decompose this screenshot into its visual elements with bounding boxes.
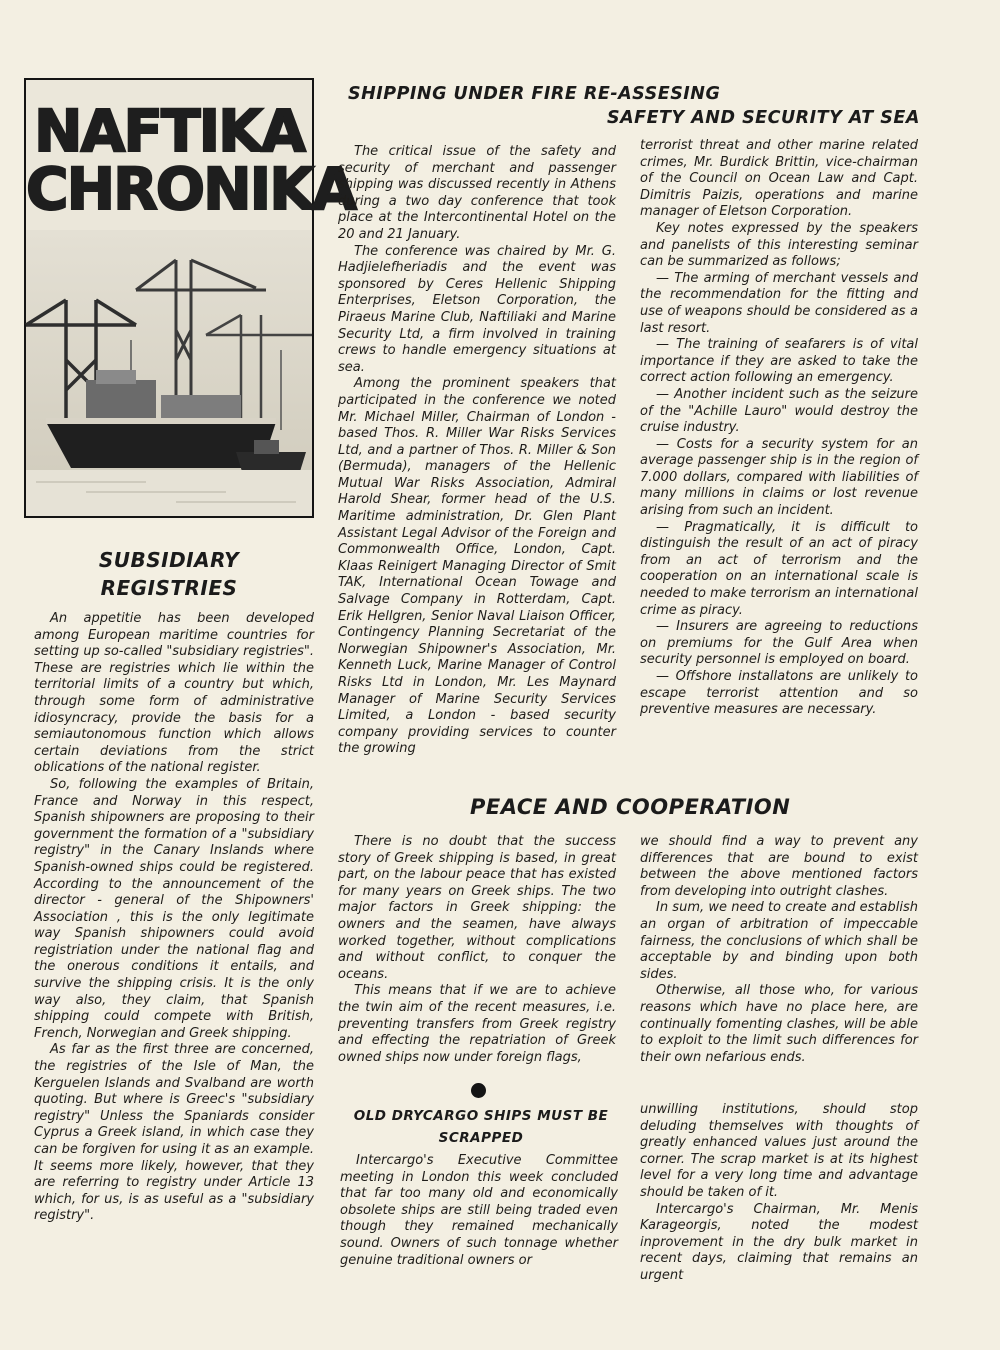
subsidiary-column	[34, 611, 314, 1225]
paragraph: — Insurers are agreeing to reductions on premiums for the Gulf Area when security personnel is employed on board.	[640, 619, 918, 668]
masthead-box	[24, 78, 356, 518]
peace-column-2	[640, 834, 918, 1066]
masthead-title-line1: NAFTIKA	[33, 97, 305, 165]
shipping-column-1	[338, 144, 616, 758]
peace-headline: PEACE AND COOPERATION	[470, 795, 791, 819]
paragraph: unwilling institutions, should stop deluding themselves with thoughts of greatly enhanced values just around the corner. The scrap market is at its highest level for a very long time and advantage should be taken of it.	[640, 1102, 918, 1200]
paragraph: — Pragmatically, it is difficult to distinguish the result of an act of piracy from an act of terrorism and the cooperation on an international scale is needed to make terrorism an international crime as piracy.	[640, 519, 918, 618]
paragraph: Among the prominent speakers that participated in the conference we noted Mr. Michael Miller, Chairman of London - based Thos. R. Miller War Risks Services Ltd, and a partner of Thos. R. Miller & Son (Bermuda), managers of the Hellenic Mutual War Risks Association, Admiral Harold Shear, former head of the U.S. Maritime administration, Dr. Glen Plant Assistant Legal Advisor of the Foreign and Commonwealth Office, London, Capt. Klaas Reinigert Managing Director of Smit TAK, International Ocean Towage and Salvage Company in Rotterdam, Capt. Erik Hellgren, Senior Naval Liaison Officer, Contingency Planning Secretariat of the Norwegian Shipowner's Association, Mr. Kenneth Luck, Marine Manager of Control Risks Ltd in London, Mr. Les Maynard Manager of Marine Security Services Limited, a London - based security company providing services to counter the growing	[338, 376, 616, 757]
shipping-column-2	[640, 138, 918, 719]
harbor-cranes-photo-icon	[26, 230, 312, 516]
paragraph: So, following the examples of Britain, France and Norway in this respect, Spanish shipowners are proposing to their government the formation of a "subsidiary registry" in the Canary Inslands where Spanish-owned ships could be registered. According to the announcement of the director - general of the Shipowners' Association , this is the only legitimate way Spanish shipowners could avoid registriation under the national flag and the onerous conditions it entails, and survive the shipping crisis. It is the only way also, they claim, that Spanish shipping could compete with British, French, Norwegian and Greek shipping.	[34, 776, 314, 1041]
paragraph: — Another incident such as the seizure of the "Achille Lauro" would destroy the cruise industry.	[640, 386, 918, 436]
paragraph: — Offshore installatons are unlikely to escape terrorist attention and so preventive measures are necessary.	[640, 669, 918, 718]
drycargo-headline-line1: OLD DRYCARGO SHIPS MUST BE	[353, 1108, 609, 1124]
paragraph: This means that if we are to achieve the twin aim of the recent measures, i.e. preventing transfers from Greek registry and effecting the repatriation of Greek owned ships now under foreign flags,	[338, 983, 616, 1065]
paragraph: — Costs for a security system for an average passenger ship is in the region of 7.000 dollars, compared with liabilities of many millions in claims or lost revenue arising from such an incident.	[640, 436, 918, 519]
drycargo-headline-line2: SCRAPPED	[438, 1130, 524, 1146]
peace-column-1	[338, 834, 616, 1066]
paragraph: Key notes expressed by the speakers and panelists of this interesting seminar can be summarized as follows;	[640, 220, 918, 270]
paragraph: terrorist threat and other marine related crimes, Mr. Burdick Brittin, vice-chairman of the Council on Ocean Law and Capt. Dimitris Paizis, operations and marine manager of Eletson Corporation.	[640, 138, 918, 220]
masthead-title-line2: CHRONIKA	[26, 155, 356, 223]
paragraph: Intercargo's Chairman, Mr. Menis Karageorgis, noted the modest inprovement in the dry bulk market in recent days, claiming that remains an urgent	[640, 1201, 918, 1283]
paragraph: we should find a way to prevent any differences that are bound to exist between the above mentioned factors from developing into outright clashes.	[640, 834, 918, 899]
drycargo-column-1	[340, 1153, 618, 1269]
subsidiary-headline-line2: REGISTRIES	[100, 576, 238, 600]
paragraph: In sum, we need to create and establish an organ of arbitration of impeccable fairness, the conclusions of which shall be acceptable by and binding upon both sides.	[640, 900, 918, 982]
paragraph: As far as the first three are concerned, the registries of the Isle of Man, the Kerguelen Islands and Svalband are worth quoting. But where is Greec's "subsidiary registry" Unless the Spaniards consider Cyprus a Greek island, in which case they can be forgiven for using it as an example. It seems more likely, however, that they are referring to registry under Article 13 which, for us, is as useful as a "subsidiary registry".	[34, 1042, 314, 1224]
paragraph: Otherwise, all those who, for various reasons which have no place here, are continually fomenting clashes, will be able to exploit to the limit such differences for their own nefarious ends.	[640, 983, 918, 1065]
shipping-headline-line1: SHIPPING UNDER FIRE RE-ASSESING	[348, 84, 721, 104]
paragraph: — The training of seafarers is of vital importance if they are asked to take the correct action following an emergency.	[640, 337, 918, 386]
drycargo-column-2	[640, 1102, 918, 1285]
bullet-separator-icon	[471, 1083, 486, 1098]
paragraph: An appetitie has been developed among European maritime countries for setting up so-called "subsidiary registries". These are registries which lie within the territorial limits of a country but which, through some form of administrative idiosyncracy, provide the basis for a semiautonomous function which allows certain deviations from the strict oblications of the national register.	[34, 611, 314, 776]
paragraph: The conference was chaired by Mr. G. Hadjielefheriadis and the event was sponsored by Ceres Hellenic Shipping Enterprises, Eletson Corporation, the Piraeus Marine Club, Naftiliaki and Marine Security Ltd, a firm involved in training crews to handle emergency situations at sea.	[338, 243, 616, 375]
shipping-headline-line2: SAFETY AND SECURITY AT SEA	[607, 108, 920, 128]
subsidiary-headline-line1: SUBSIDIARY	[98, 548, 240, 572]
paragraph: Intercargo's Executive Committee meeting in London this week concluded that far too many old and economically obsolete ships are still being traded even though they remained mechanically sound. Owners of such tonnage whether genuine traditional owners or	[340, 1153, 618, 1268]
paragraph: The critical issue of the safety and security of merchant and passenger shipping was discussed recently in Athens during a two day conference that took place at the Intercontinental Hotel on the 20 and 21 January.	[338, 144, 616, 242]
paragraph: There is no doubt that the success story of Greek shipping is based, in great part, on the labour peace that has existed for many years on Greek ships. The two major factors in Greek shipping: the owners and the seamen, have always worked together, without complications and without conflict, to conquer the oceans.	[338, 834, 616, 982]
paragraph: — The arming of merchant vessels and the recommendation for the fitting and use of weapons should be considered as a last resort.	[640, 270, 918, 336]
